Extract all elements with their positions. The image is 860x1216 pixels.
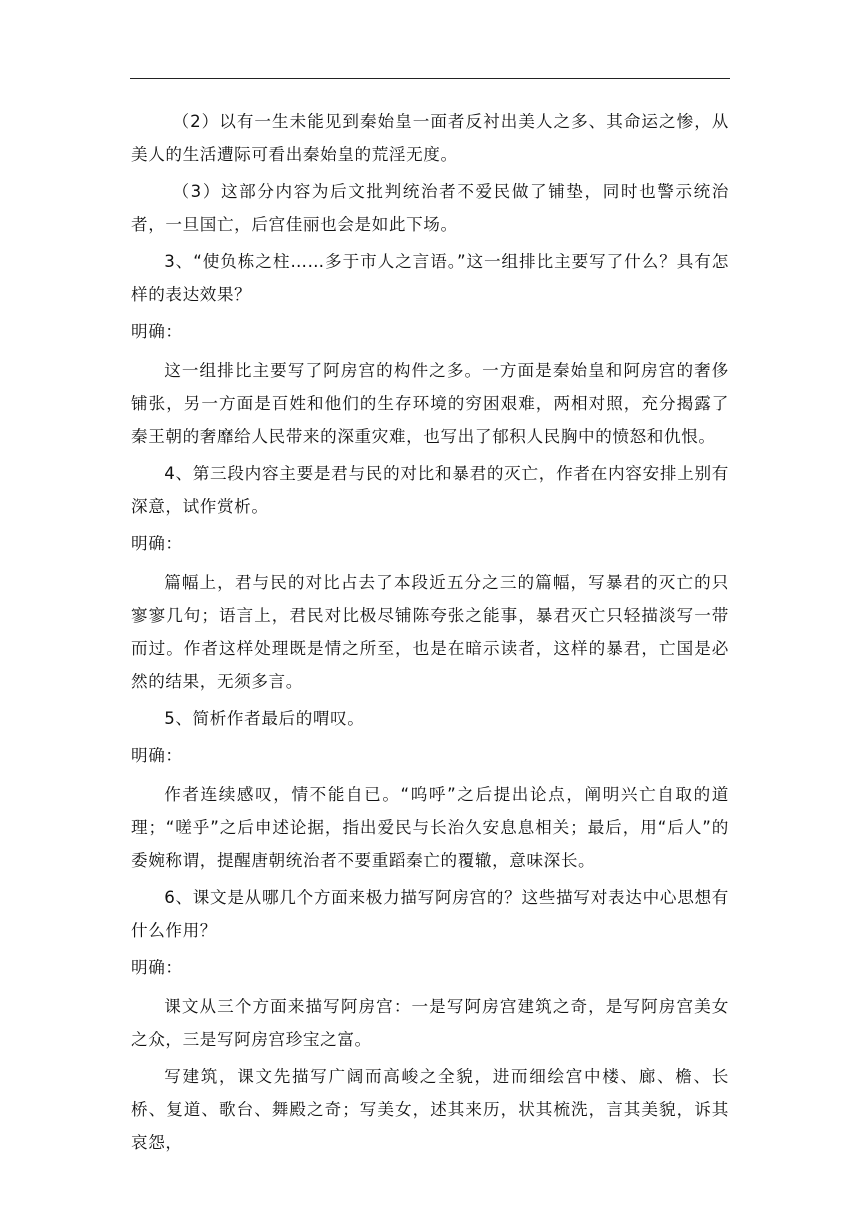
document-body bbox=[131, 105, 729, 1163]
answer-6-part-2: 写建筑，课文先描写广阔而高峻之全貌，进而细绘宫中楼、廊、檐、长桥、复道、歌台、舞殿之奇；写美女，述其来历，状其梳洗，言其美貌，诉其哀怨， bbox=[131, 1067, 729, 1152]
header-divider bbox=[130, 78, 730, 79]
answer-6-part-1: 课文从三个方面来描写阿房宫：一是写阿房宫建筑之奇，是写阿房宫美女之众，三是写阿房宫珍宝之富。 bbox=[131, 997, 729, 1049]
paragraph-point-3: （3）这部分内容为后文批判统治者不爱民做了铺垫，同时也警示统治者，一旦国亡，后宫佳丽也会是如此下场。 bbox=[131, 182, 729, 234]
question-4: 4、第三段内容主要是君与民的对比和暴君的灭亡，作者在内容安排上别有深意，试作赏析。 bbox=[131, 464, 729, 516]
answer-3: 这一组排比主要写了阿房宫的构件之多。一方面是秦始皇和阿房宫的奢侈铺张，另一方面是百姓和他们的生存环境的穷困艰难，两相对照，充分揭露了秦王朝的奢靡给人民带来的深重灾难，也写出了郁积人民胸中的愤怒和仇恨。 bbox=[131, 361, 729, 446]
answer-label: 明确： bbox=[131, 534, 183, 553]
paragraph-point-2: （2）以有一生未能见到秦始皇一面者反衬出美人之多、其命运之惨，从美人的生活遭际可看出秦始皇的荒淫无度。 bbox=[131, 112, 729, 164]
answer-4: 篇幅上，君与民的对比占去了本段近五分之三的篇幅，写暴君的灭亡的只寥寥几句；语言上，君民对比极尽铺陈夸张之能事，暴君灭亡只轻描淡写一带而过。作者这样处理既是情之所至，也是在暗示读者，这样的暴君，亡国是必然的结果，无须多言。 bbox=[131, 573, 729, 691]
answer-label: 明确： bbox=[131, 958, 183, 977]
question-6: 6、课文是从哪几个方面来极力描写阿房宫的？这些描写对表达中心思想有什么作用？ bbox=[131, 888, 729, 940]
answer-label: 明确： bbox=[131, 322, 183, 341]
question-3: 3、“使负栋之柱……多于市人之言语。”这一组排比主要写了什么？具有怎样的表达效果？ bbox=[131, 252, 729, 304]
answer-label: 明确： bbox=[131, 746, 183, 765]
answer-5: 作者连续感叹，情不能自已。“呜呼”之后提出论点，阐明兴亡自取的道理；“嗟乎”之后申述论据，指出爱民与长治久安息息相关；最后，用“后人”的委婉称谓，提醒唐朝统治者不要重蹈秦亡的覆辙，意味深长。 bbox=[131, 785, 729, 870]
question-5: 5、简析作者最后的喟叹。 bbox=[164, 709, 365, 728]
